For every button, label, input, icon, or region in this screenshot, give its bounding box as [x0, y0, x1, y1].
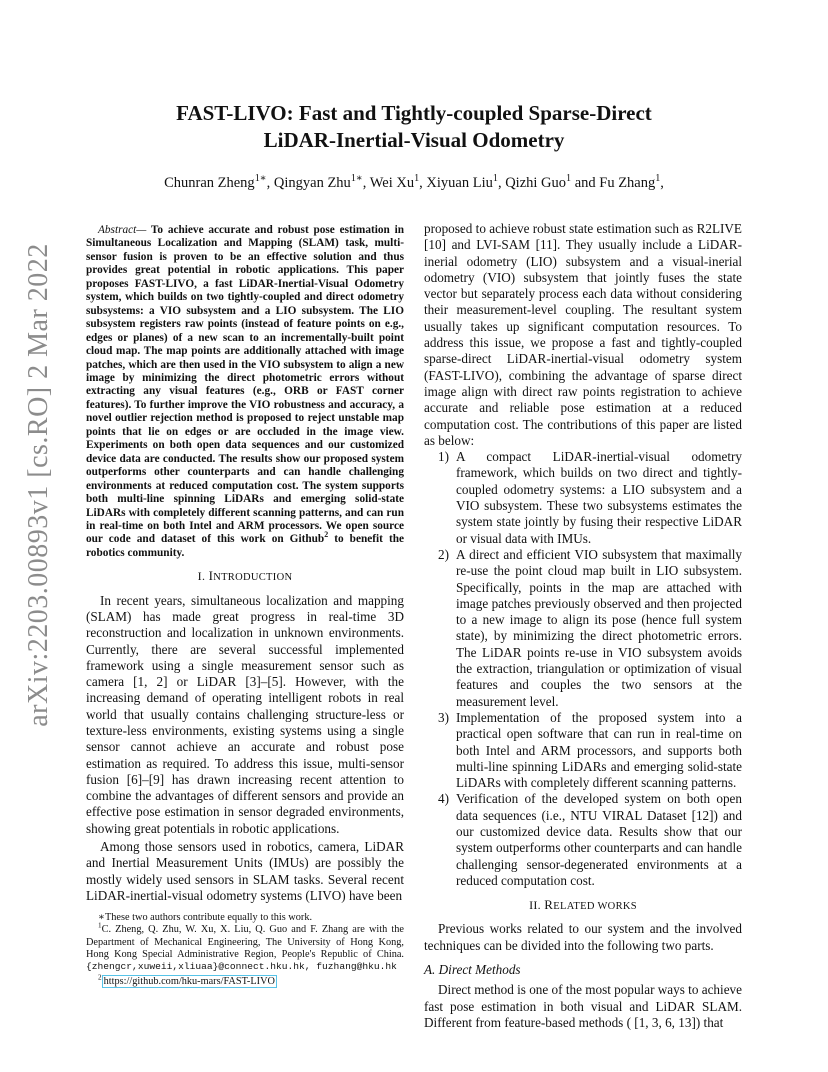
arxiv-stamp	[14, 243, 64, 727]
direct-paragraph-1: Direct method is one of the most popular ways to achieve fast pose estimation in both visual and LiDAR SLAM. Different from feature-based methods ( [1, 3, 6, 13]) that	[424, 982, 742, 1030]
intro-paragraph-1: In recent years, simultaneous localization and mapping (SLAM) has made great progress in real-time 3D reconstruction and localization in unknown environments. Currently, there are several successful implemented framework using a single measurement sensor such as camera [1, 2] or LiDAR [3]–[5]. However, with the increasing demand of operating intelligent robots in real world that usually contains challenging structure-less or texture-less environments, existing systems using a single sensor cannot achieve an accurate and robust pose estimation as required. To address this issue, multi-sensor fusion [6]–[9] has drawn increasing recent attention to combine the advantages of different sensors and provide an effective pose estimation in sensor degraded environments, showing great potentials in robotic applications.	[86, 592, 404, 836]
author-name: Qingyan Zhu	[273, 175, 351, 191]
contribution-text: Verification of the developed system on both open data sequences (i.e., NTU VIRAL Dataset [12]) and our customized device data. Results show that our system outperforms other counterparts and can handle challenging sensor-degenerated environments at a reduced computation cost.	[456, 791, 742, 888]
paper-title	[90, 100, 738, 154]
contribution-item	[424, 710, 742, 791]
related-paragraph-1: Previous works related to our system and the involved techniques can be divided into the following two parts.	[424, 921, 742, 953]
intro-paragraph-2: Among those sensors used in robotics, camera, LiDAR and Inertial Measurement Units (IMUs) are possibly the mostly widely used sensors in SLAM tasks. Several recent LiDAR-inertial-visual odometry systems (LIVO) have been	[86, 839, 404, 903]
abstract-body: To achieve accurate and robust pose estimation in Simultaneous Localization and Mapping (SLAM) task, multi-sensor fusion is proven to be an effective solution and thus provides great potential in robotic applications. This paper proposes FAST-LIVO, a fast LiDAR-Inertial-Visual Odometry system, which builds on two tightly-coupled and direct odometry subsystems: a VIO subsystem and a LIO subsystem. The LIO subsystem registers raw points (instead of feature points on e.g., edges or planes) of a new scan to an incrementally-built point cloud map. The map points are additionally attached with image patches, which are then used in the VIO subsystem to align a new image by minimizing the direct photometric errors without extracting any visual features (e.g., ORB or FAST corner features). To further improve the VIO robustness and accuracy, a novel outlier rejection method is proposed to reject unstable map points that lie on edges or are occluded in the image view. Experiments on both open data sequences and our customized device data are conducted. The results show our proposed system outperforms other counterparts and can handle challenging environments at reduced computation cost. The system supports both multi-line spinning LiDARs and emerging solid-state LiDARs with completely different scanning patterns, and can run in real-time on both Intel and ARM processors. We open source our code and dataset of this work on Github	[86, 224, 404, 546]
contribution-number: 3)	[438, 709, 449, 725]
footnote-emails[interactable]: {zhengcr,xuweii,xliuaa}@connect.hku.hk, fuzhang@hku.hk	[86, 961, 397, 973]
contribution-item	[424, 547, 742, 710]
footnote-equal-contribution: ∗These two authors contribute equally to this work.	[98, 912, 313, 923]
right-column	[424, 221, 742, 1031]
author-affiliation-mark: 1∗	[350, 173, 363, 185]
author-separator: ,	[419, 175, 427, 191]
author-affiliation-mark: 1	[492, 173, 498, 185]
contribution-number: 2)	[438, 546, 449, 562]
author-separator: ,	[362, 175, 370, 191]
footnote-affiliation-mark: 1	[98, 921, 102, 930]
author-separator: and	[571, 175, 600, 191]
contribution-text: Implementation of the proposed system into a practical open software that can run in real-time on both Intel and ARM processors, and supports both multi-line spinning LiDARs and emerging solid-state LiDARs with completely different scanning patterns.	[456, 709, 742, 791]
section-heading-related-works: II. RELATED WORKS	[529, 897, 637, 913]
author-affiliation-mark: 1∗	[254, 173, 267, 185]
contribution-number: 4)	[438, 791, 449, 807]
left-column	[86, 224, 404, 904]
author-name: Fu Zhang	[599, 175, 656, 191]
footnote-mark-2[interactable]: 2	[324, 530, 329, 540]
footnote-github-mark: 2	[98, 974, 102, 983]
title-line-1: FAST-LIVO: Fast and Tightly-coupled Sparse-Direct	[176, 101, 652, 125]
right-paragraph-1: proposed to achieve robust state estimation such as R2LIVE [10] and LVI-SAM [11]. They usually include a LiDAR-inerial odometry (LIO) subsystem and a visual-inerial odometry (VIO) subsystem that jointly fuses the state vector but separately process each data without considering their measurement-level coupling. The resultant system usually takes up significant computation resources. To address this issue, we propose a fast and tightly-coupled sparse-direct LiDAR-inertial-visual odometry system (FAST-LIVO), combining the advantage of sparse direct image align with direct raw points registration to achieve accurate and reliable pose estimation at a reduced computation cost. The contributions of this paper are listed as below:	[424, 221, 742, 448]
author-separator: ,	[497, 175, 506, 191]
abstract	[86, 224, 404, 560]
contribution-list	[424, 449, 742, 889]
contribution-item	[424, 449, 742, 547]
footnote-affiliation	[86, 921, 404, 973]
contribution-text: A direct and efficient VIO subsystem that maximally re-use the point cloud map built in LIO subsystem. Specifically, points in the map are attached with image patches previously observed and then projected to a new image to align its pose (hence full system state), by minimizing the direct photometric errors. The LiDAR points re-use in VIO subsystem avoids the extraction, triangulation or optimization of visual features and couples the two sensors at the measurement level.	[456, 546, 742, 709]
footnote-affiliation-text: C. Zheng, Q. Zhu, W. Xu, X. Liu, Q. Guo and F. Zhang are with the Department of Mechanical Engineering, The University of Hong Kong, Hong Kong Special Administrative Region, People's Republic of China.	[86, 924, 404, 960]
author-list-tail: ,	[660, 175, 664, 191]
footnote-github	[86, 976, 404, 988]
github-link[interactable]: https://github.com/hku-mars/FAST-LIVO	[103, 976, 275, 988]
author-name: Wei Xu	[369, 175, 415, 191]
contribution-text: A compact LiDAR-inertial-visual odometry framework, which builds on two direct and tightly-coupled odometry systems: a LIO subsystem and a VIO subsystem. These two subsystems estimates the system state jointly by fusing their respective LiDAR or visual data with IMUs.	[456, 449, 742, 546]
author-name: Chunran Zheng	[164, 175, 255, 191]
author-affiliation-mark: 1	[414, 173, 420, 185]
author-name: Xiyuan Liu	[426, 175, 493, 191]
footnotes	[86, 912, 404, 989]
author-affiliation-mark: 1	[655, 173, 661, 185]
section-heading-introduction: I. INTRODUCTION	[197, 568, 293, 584]
contribution-item	[424, 791, 742, 889]
contribution-number: 1)	[438, 449, 449, 465]
author-affiliation-mark: 1	[566, 173, 572, 185]
author-separator: ,	[266, 175, 274, 191]
title-line-2: LiDAR-Inertial-Visual Odometry	[263, 128, 565, 152]
author-list	[90, 175, 738, 192]
arxiv-stamp-text: arXiv:2203.00893v1 [cs.RO] 2 Mar 2022	[23, 243, 54, 727]
abstract-lead: Abstract—	[98, 224, 147, 236]
author-name: Qizhi Guo	[505, 175, 566, 191]
subsection-heading-direct-methods: A. Direct Methods	[424, 962, 521, 978]
abstract-tail: to benefit the robotics community.	[86, 533, 404, 559]
